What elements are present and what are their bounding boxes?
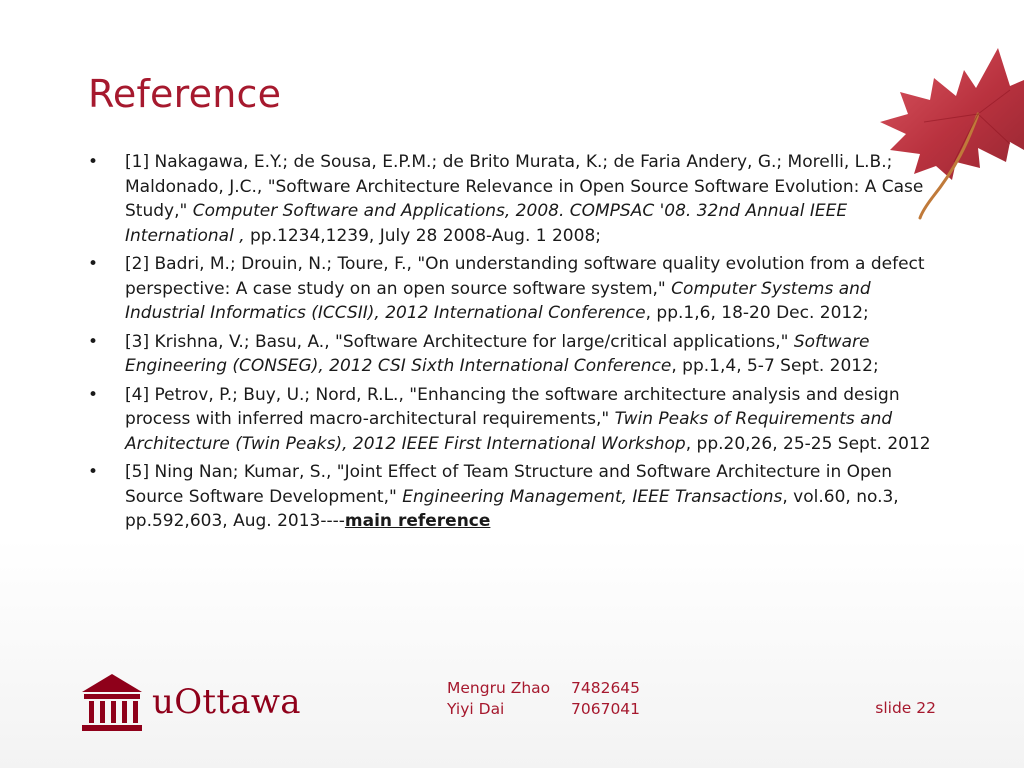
reference-text: [1] Nakagawa, E.Y.; de Sousa, E.P.M.; de Brito Murata, K.; de Faria Andery, G.; Morelli, L.B.; Maldonado, J.C., "Software Architecture Relevance in Open Source Software Evolution: A Case Study," [125,152,924,221]
reference-venue: Twin Peaks of Requirements and Architecture (Twin Peaks), 2012 IEEE First International Workshop [125,409,893,454]
bullet-icon: • [88,331,99,352]
reference-venue: Computer Systems and Industrial Informatics (ICCSII), 2012 International Conference [125,278,871,323]
list-item [86,460,946,534]
reference-details: pp.1234,1239, July 28 2008-Aug. 1 2008; [244,225,601,246]
list-item [86,383,946,457]
author-name: Mengru Zhao [447,679,551,697]
reference-details: , vol.60, no.3, pp.592,603, Aug. 2013---- [125,486,899,531]
reference-text: [4] Petrov, P.; Buy, U.; Nord, R.L., "Enhancing the software architecture analysis and design process with inferred macro-architectural requirements," [125,384,900,429]
list-item [86,150,946,248]
reference-venue: Software Engineering (CONSEG), 2012 CSI Sixth International Conference [125,331,870,376]
author-row [447,678,640,699]
author-name: Yiyi Dai [447,700,505,718]
reference-text: [5] Ning Nan; Kumar, S., "Joint Effect of Team Structure and Software Architecture in Open Source Software Development," [125,462,893,507]
reference-list [86,150,946,538]
reference-details: , pp.20,26, 25-25 Sept. 2012 [685,433,931,454]
university-building-icon [76,666,148,738]
slide-title: Reference [88,72,282,116]
bullet-icon: • [88,462,99,482]
main-reference-label: main reference [344,511,491,531]
slide-number: slide 22 [875,699,936,717]
reference-details: , pp.1,4, 5-7 Sept. 2012; [671,356,879,376]
reference-venue: Engineering Management, IEEE Transactions [402,486,783,507]
list-item [86,330,946,379]
reference-details: , pp.1,6, 18-20 Dec. 2012; [645,303,869,323]
bullet-icon: • [88,152,99,172]
reference-text: [3] Krishna, V.; Basu, A., "Software Architecture for large/critical applications," [125,331,794,352]
author-list [447,678,640,720]
author-id: 7067041 [571,700,641,718]
author-id: 7482645 [571,679,641,697]
logo-wordmark: uOttawa [152,682,301,722]
author-row [447,699,640,720]
bullet-icon: • [88,384,99,405]
reference-text: [2] Badri, M.; Drouin, N.; Toure, F., "On understanding software quality evolution from a defect perspective: A case study on an open source software system," [125,254,925,299]
reference-venue: Computer Software and Applications, 2008. COMPSAC '08. 32nd Annual IEEE International , [125,201,848,246]
bullet-icon: • [88,254,99,274]
list-item [86,252,946,326]
